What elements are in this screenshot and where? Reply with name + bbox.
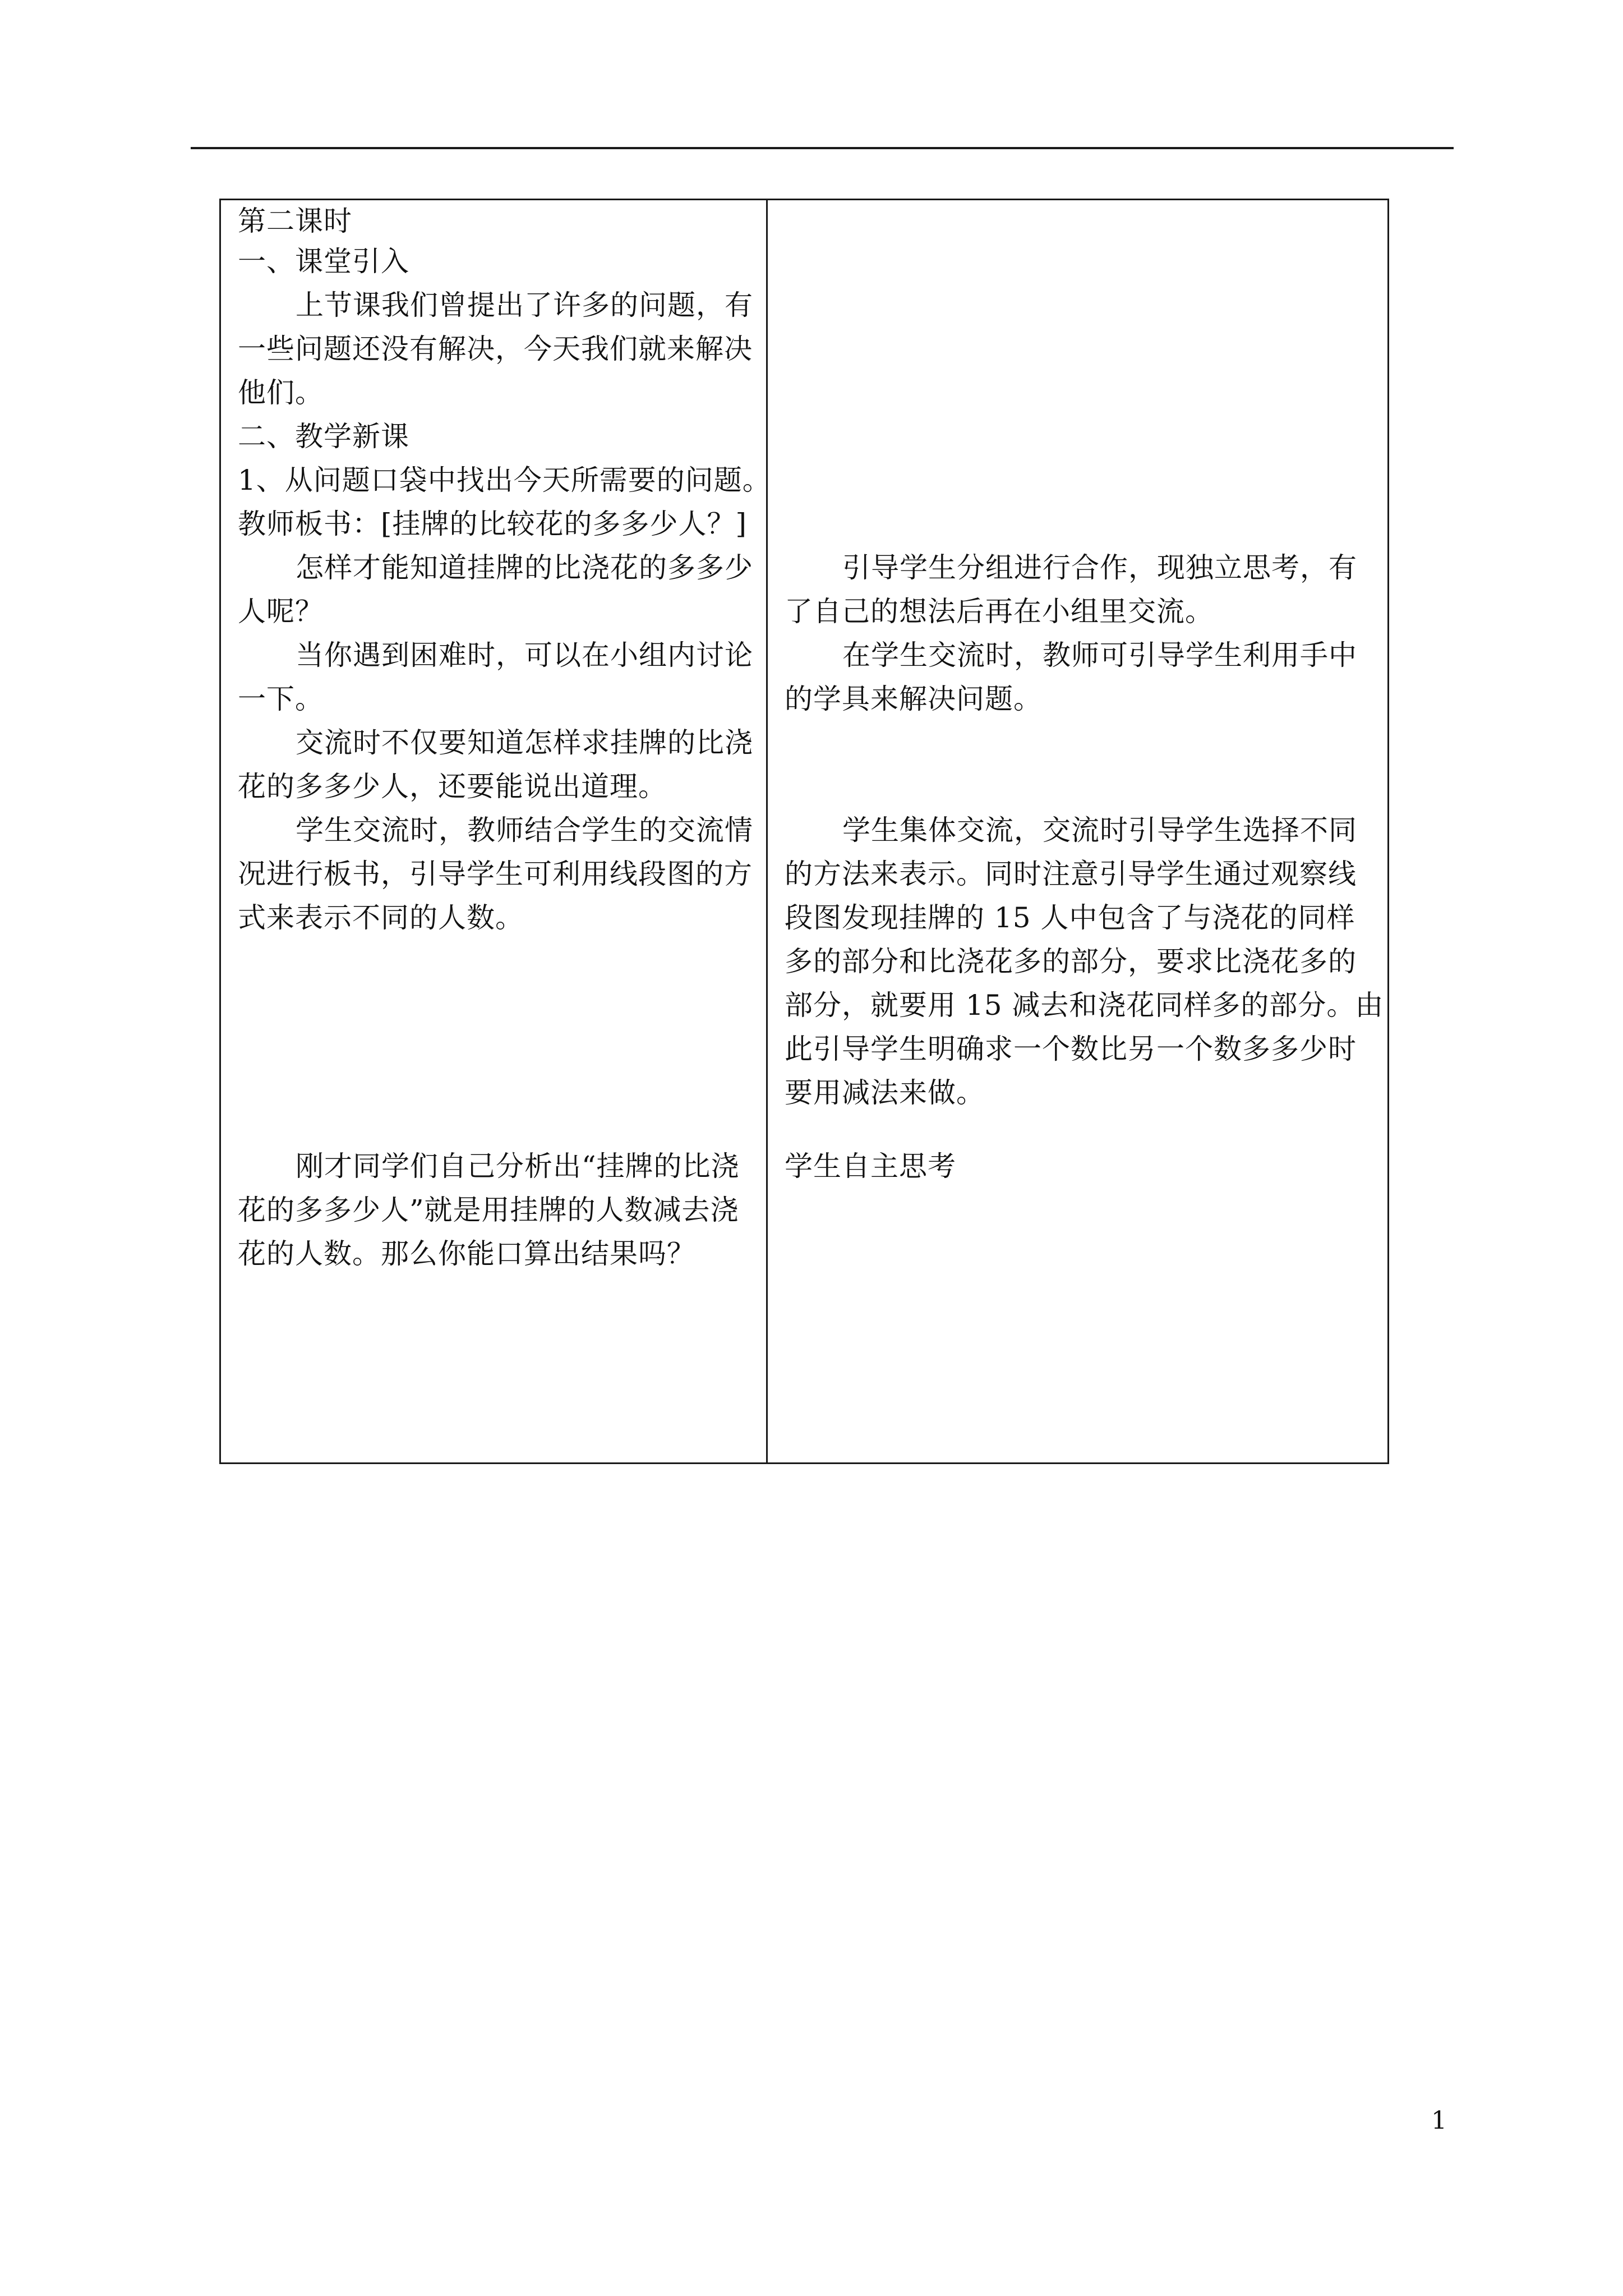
paragraph-line: 段图发现挂牌的 15 人中包含了与浇花的同样 <box>785 901 1355 934</box>
page-number: 1 <box>1431 2106 1447 2135</box>
paragraph-line: 当你遇到困难时，可以在小组内讨论 <box>296 639 753 671</box>
section-heading-intro: 一、课堂引入 <box>238 245 409 278</box>
section-heading-new-lesson: 二、教学新课 <box>238 420 409 453</box>
paragraph-line: 此引导学生明确求一个数比另一个数多多少时 <box>785 1033 1357 1065</box>
paragraph-line: 刚才同学们自己分析出“挂牌的比浇 <box>296 1150 740 1182</box>
paragraph-line: 的学具来解决问题。 <box>785 683 1042 715</box>
paragraph-line: 了自己的想法后再在小组里交流。 <box>785 595 1214 628</box>
paragraph-line: 人呢？ <box>238 595 324 628</box>
paragraph-line: 多的部分和比浇花多的部分，要求比浇花多的 <box>785 945 1357 978</box>
lesson-title: 第二课时 <box>238 205 352 237</box>
paragraph-line: 他们。 <box>238 376 324 409</box>
blackboard-note: 教师板书：[挂牌的比较花的多多少人？] <box>238 508 748 540</box>
paragraph-line: 1、从问题口袋中找出今天所需要的问题。 <box>238 464 771 496</box>
paragraph-line: 交流时不仅要知道怎样求挂牌的比浇 <box>296 726 753 759</box>
paragraph-line: 要用减法来做。 <box>785 1076 985 1109</box>
paragraph-line: 学生交流时，教师结合学生的交流情 <box>296 814 753 846</box>
paragraph-line: 花的多多少人，还要能说出道理。 <box>238 770 667 803</box>
paragraph-line: 花的人数。那么你能口算出结果吗？ <box>238 1237 695 1270</box>
paragraph-line: 上节课我们曾提出了许多的问题，有 <box>296 289 753 321</box>
paragraph-line: 引导学生分组进行合作，现独立思考，有 <box>842 551 1357 584</box>
paragraph-line: 一些问题还没有解决，今天我们就来解决 <box>238 333 753 365</box>
paragraph-line: 学生自主思考 <box>785 1150 956 1182</box>
paragraph-line: 的方法来表示。同时注意引导学生通过观察线 <box>785 858 1357 890</box>
paragraph-line: 况进行板书，引导学生可利用线段图的方 <box>238 858 753 890</box>
paragraph-line: 在学生交流时，教师可引导学生利用手中 <box>842 639 1357 671</box>
design-intent-cell <box>768 200 1387 1462</box>
teaching-process-cell <box>221 200 771 1462</box>
paragraph-line: 怎样才能知道挂牌的比浇花的多多少 <box>296 551 753 584</box>
paragraph-line: 学生集体交流，交流时引导学生选择不同 <box>842 814 1357 846</box>
paragraph-line: 部分，就要用 15 减去和浇花同样多的部分。由 <box>785 989 1384 1022</box>
paragraph-line: 式来表示不同的人数。 <box>238 901 524 934</box>
paragraph-line: 一下。 <box>238 683 324 715</box>
header-rule <box>191 147 1454 149</box>
lesson-plan-table <box>219 199 1389 1464</box>
paragraph-line: 花的多多少人”就是用挂牌的人数减去浇 <box>238 1194 739 1226</box>
